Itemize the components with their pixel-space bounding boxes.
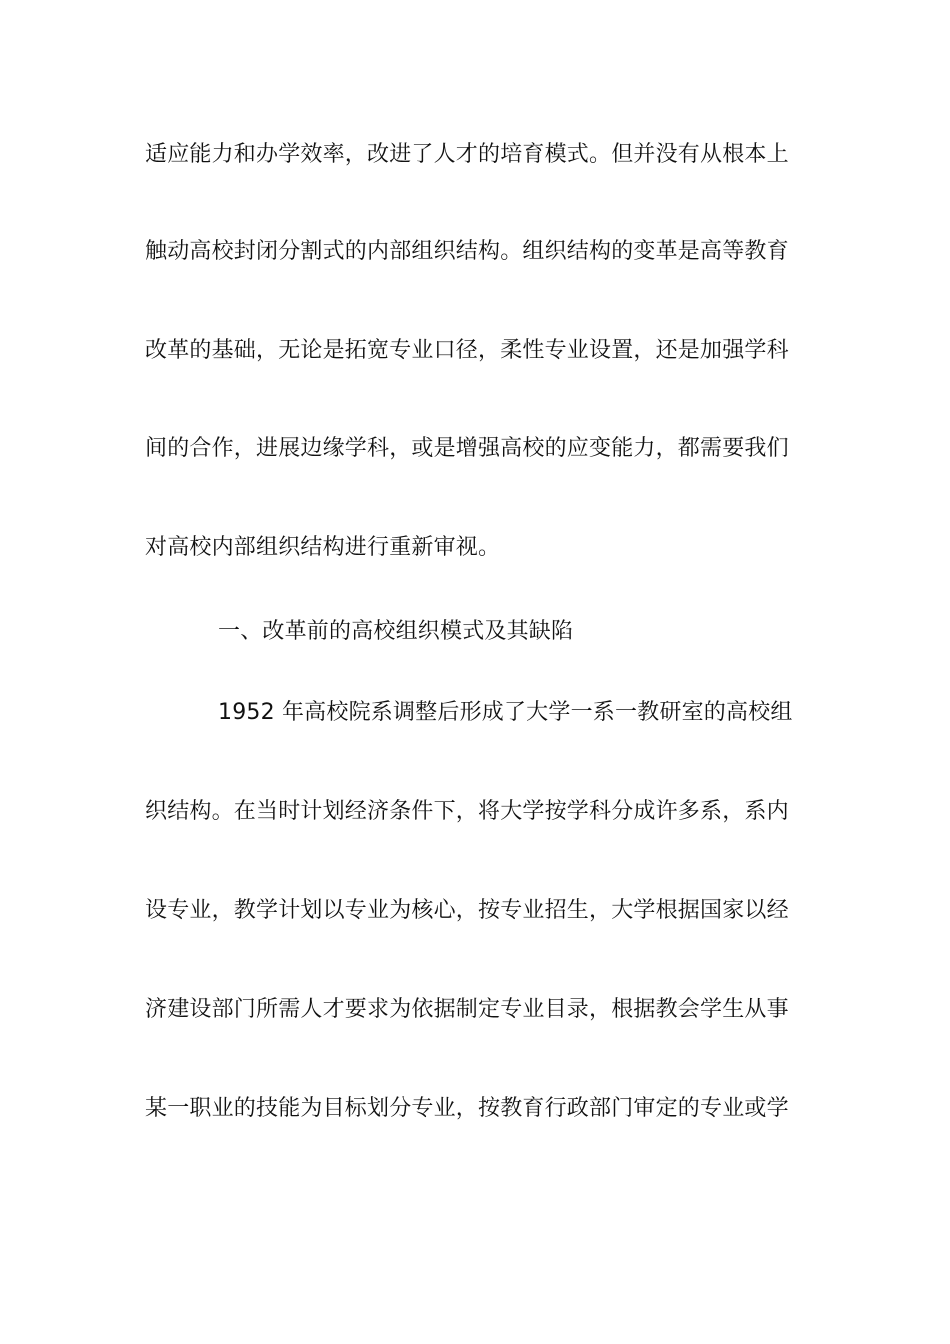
text-line: 织结构。在当时计划经济条件下，将大学按学科分成许多系，系内 — [145, 799, 789, 824]
text-line: 对高校内部组织结构进行重新审视。 — [145, 535, 501, 560]
text-line: 适应能力和办学效率，改进了人才的培育模式。但并没有从根本上 — [145, 142, 789, 167]
text-line: 某一职业的技能为目标划分专业，按教育行政部门审定的专业或学 — [145, 1096, 789, 1121]
text-line: 改革的基础，无论是拓宽专业口径，柔性专业设置，还是加强学科 — [145, 338, 789, 363]
paragraph-first-line: 1952 年高校院系调整后形成了大学一系一教研室的高校组 — [218, 700, 793, 725]
text-line: 间的合作，进展边缘学科，或是增强高校的应变能力，都需要我们 — [145, 436, 789, 461]
text-line: 触动高校封闭分割式的内部组织结构。组织结构的变革是高等教育 — [145, 239, 789, 264]
section-heading: 一、改革前的高校组织模式及其缺陷 — [218, 619, 574, 644]
text-line: 济建设部门所需人才要求为依据制定专业目录，根据教会学生从事 — [145, 997, 789, 1022]
text-line: 设专业，教学计划以专业为核心，按专业招生，大学根据国家以经 — [145, 898, 789, 923]
